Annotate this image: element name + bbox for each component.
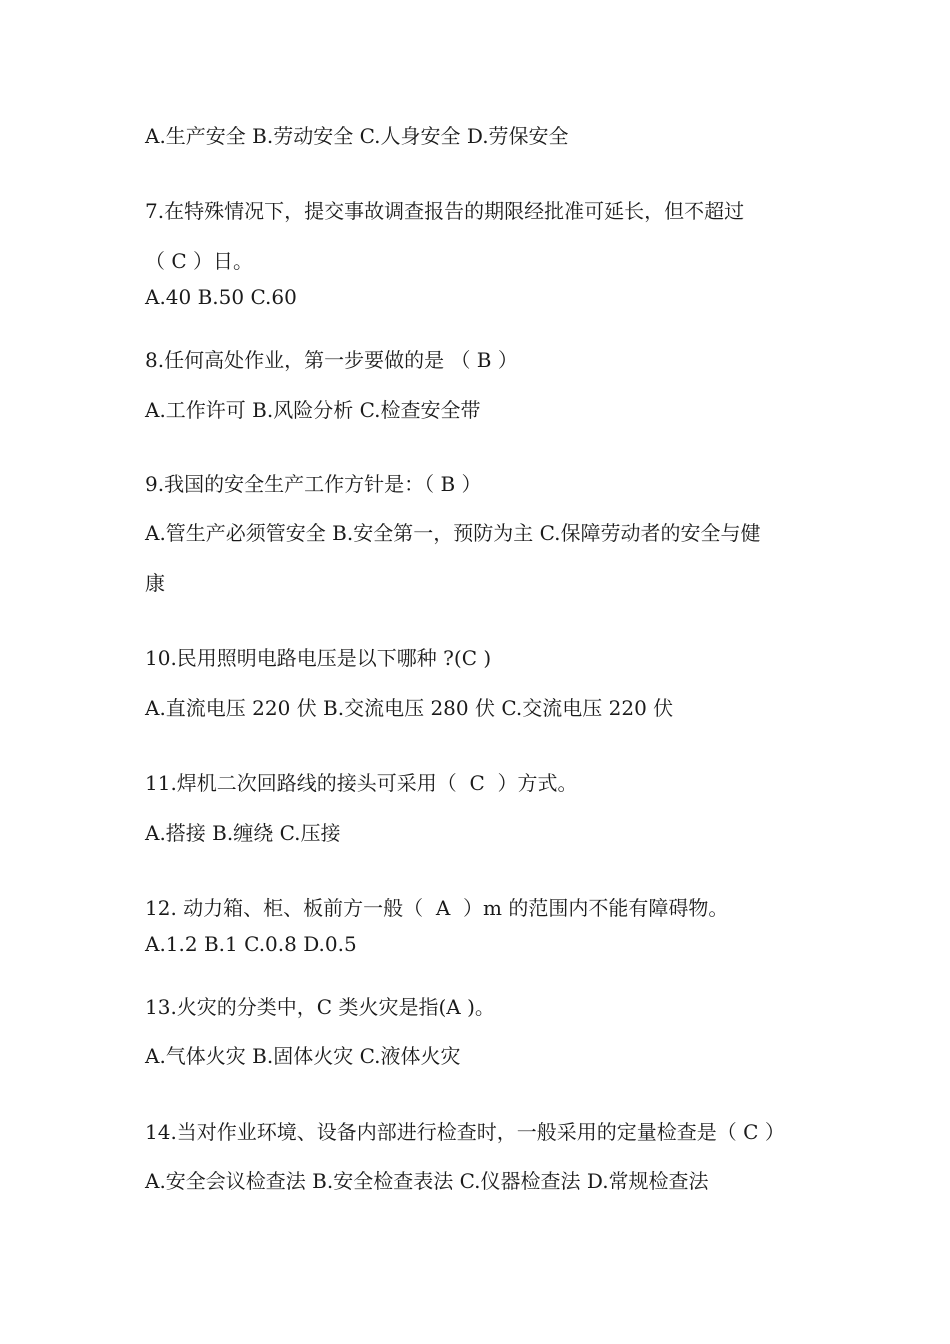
q9-options-cont: 康	[145, 571, 165, 595]
q14-options: A.安全会议检查法 B.安全检查表法 C.仪器检查法 D.常规检查法	[145, 1169, 709, 1193]
q11-options: A.搭接 B.缠绕 C.压接	[145, 821, 341, 845]
q14-question: 14.当对作业环境、设备内部进行检查时，一般采用的定量检查是（ C ）	[145, 1120, 785, 1144]
q13-question: 13.火灾的分类中，C 类火灾是指(A )。	[145, 995, 495, 1019]
q12-question: 12. 动力箱、柜、板前方一般（ A ）m 的范围内不能有障碍物。	[145, 896, 729, 920]
q12-options: A.1.2 B.1 C.0.8 D.0.5	[145, 932, 357, 956]
q10-question: 10.民用照明电路电压是以下哪种 ?(C )	[145, 646, 492, 670]
q8-options: A.工作许可 B.风险分析 C.检查安全带	[145, 398, 481, 422]
q8-question: 8.任何高处作业，第一步要做的是 （ B ）	[145, 348, 518, 372]
q9-question: 9.我国的安全生产工作方针是：（ B ）	[145, 472, 482, 496]
q13-options: A.气体火灾 B.固体火灾 C.液体火灾	[145, 1044, 461, 1068]
q7-question-cont: （ C ）日。	[145, 249, 254, 273]
q10-options: A.直流电压 220 伏 B.交流电压 280 伏 C.交流电压 220 伏	[145, 696, 674, 720]
q7-question: 7.在特殊情况下，提交事故调查报告的期限经批准可延长，但不超过	[145, 199, 745, 223]
q7-options: A.40 B.50 C.60	[145, 285, 297, 309]
q6-options: A.生产安全 B.劳动安全 C.人身安全 D.劳保安全	[145, 124, 569, 148]
q9-options: A.管生产必须管安全 B.安全第一，预防为主 C.保障劳动者的安全与健	[145, 521, 761, 545]
q11-question: 11.焊机二次回路线的接头可采用（ C ）方式。	[145, 771, 578, 795]
